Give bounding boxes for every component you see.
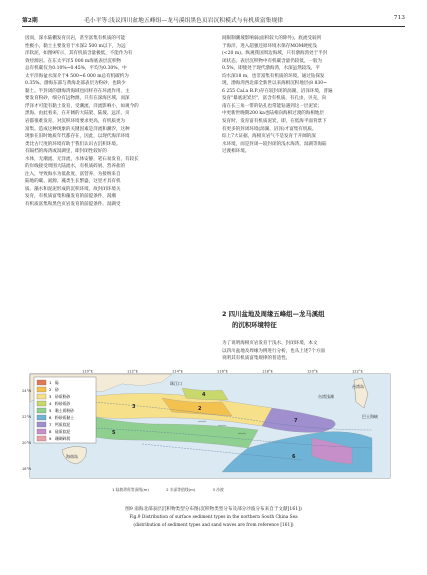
body-text-line: 黑海，由此看来，在开阔的大陆架、陆坡、远洋，页	[25, 111, 130, 117]
body-text-line: 有隔档的海湾或潟湖里，即封闭性较好的	[25, 149, 107, 155]
legend-code: 6	[49, 415, 52, 421]
body-text-line: 浮泽才可能有黏土发育，受潮流、洋流影响小，如观今的	[25, 103, 139, 109]
body-text-line: 0.35%。渤海东部与黄海北部表层为粉砂，也缺少	[25, 81, 126, 87]
legend-label: 砂质粉砂	[55, 394, 71, 400]
bottom-legend-item: 2 水深等值线(m)	[166, 487, 196, 492]
lat-label: 22°N	[22, 415, 32, 419]
lat-label: 24°N	[22, 389, 32, 393]
legend-swatch	[37, 380, 46, 385]
body-text-line: 发育，有机质富集和藻发育的前提条件，渴潮	[25, 194, 116, 200]
legend-swatch	[37, 415, 46, 420]
bottom-legend-item: 3 沙波	[212, 487, 224, 492]
region-label-taiwan-shoal: 台湾浅滩	[318, 394, 334, 399]
body-text-line: 陆地的碳、氮源，藻类生长繁盛，这里才具有机	[25, 179, 121, 185]
section-title-line1: 2 四川盆地及周缘五峰组—龙马溪组	[222, 310, 325, 318]
legend-code: 7	[49, 422, 52, 428]
body-text-line: 太平洋海盆水深介于4 500~6 000 m总有机碳约为	[25, 73, 129, 79]
body-text-line: 效烃源岩。在东太平洋5 000 m海底表层沉积物	[25, 58, 122, 64]
lat-label: 20°N	[22, 441, 32, 445]
lon-label: 116°E	[217, 369, 228, 374]
legend-label: 硅质软泥	[55, 429, 71, 435]
body-text-line: 的岸线接受周围大陆流水，有机质碎屑、营养盐的	[25, 164, 126, 170]
lon-label: 114°E	[172, 369, 183, 374]
legend-swatch	[37, 387, 46, 392]
zone-code: 4	[202, 392, 206, 398]
legend-swatch	[37, 401, 46, 406]
lon-label: 120°E	[307, 369, 318, 374]
legend-code: 2	[49, 387, 52, 393]
right-column	[222, 35, 405, 156]
section-heading	[222, 309, 405, 331]
body-text-line: 注入，导致海水为低盐度、富营养，为接纳来自	[25, 171, 121, 177]
legend-code: 4	[49, 401, 52, 407]
map-legend	[34, 377, 96, 443]
sediment-map	[22, 368, 405, 498]
legend-code: 3	[49, 394, 52, 400]
body-text-line: 现，渤海湾西北部全新世以来海相沉积地层(8 830~	[222, 81, 327, 87]
zone-code: 7	[294, 418, 298, 424]
body-text-line: 0.5%，即使处于现代渤海湾，水深虽然较浅，平	[222, 66, 320, 72]
section-body	[222, 340, 405, 363]
running-title: 毛小平等:浅议四川盆地五峰组—龙马溪组黑色页岩沉积模式与有机质富集规律	[84, 18, 284, 24]
body-text-line: 现象在旧时地质年代都存在，因此，以现代海洋环境	[25, 134, 130, 140]
body-text-line: 要发育粉砂，细分有远物源，只有在深海区域，而深	[25, 96, 130, 102]
body-text-line: 间限制潮坡影响弱(面积较大的除外)，底流受弱到	[222, 36, 322, 41]
body-text-line: 有更多的封闭环境(潟湖、沼泽)才富集有机质。	[222, 126, 317, 132]
section-body-line: 为了说明海相页岩发育于浅水、封闭环境，本文	[222, 341, 318, 346]
legend-swatch	[37, 408, 46, 413]
body-text-line: 综上7大证据，海相页岩气不是发育于开阔的深	[222, 134, 316, 140]
section-body-line: 说明其有机质富集规律的普适性。	[222, 356, 291, 362]
body-text-line: (<20 m)。纵观我国周边海域，只有渤海湾处于半封	[222, 51, 328, 57]
legend-label: 砾	[55, 380, 59, 386]
zone-code: 5	[112, 430, 116, 436]
legend-code: 9	[49, 436, 52, 442]
body-text-line: 性极小。黏土主要发育于水深2 500 m以下，为远	[25, 43, 126, 49]
legend-code: 1	[49, 380, 52, 386]
body-text-line: 富集。造成这种现象的关键因素是洋流和潮汐，这种	[25, 126, 130, 132]
region-label-hainan: 海南岛	[66, 454, 78, 459]
body-text-line: 因而，深水陆棚发育页岩，甚至富集有机质的可能	[25, 36, 126, 41]
lon-label: 112°E	[127, 369, 138, 374]
body-text-line: 洋软泥，如图9所示，其有机质含量极低，不能作为有	[25, 51, 133, 57]
body-text-line: 水体，无潮流、无洋流，水体安静，笔石易发育，有较长	[25, 156, 139, 162]
body-text-line: 均水深18 m，也非富集有机质的环境。通过钻探发	[222, 73, 325, 79]
legend-label: 珊瑚碎屑	[55, 436, 71, 442]
legend-label: 粉砂质砂	[55, 401, 71, 407]
body-text-line: 6 255 Cal.a B.P.)存在较封闭的潟湖，沼泽环境，普遍	[222, 88, 333, 94]
legend-swatch	[37, 422, 46, 427]
caption-english-line2: (distribution of sediment types and sand waves are from reference [161])	[133, 522, 294, 528]
lat-label: 18°N	[22, 467, 32, 471]
page-number: 713	[393, 15, 405, 21]
legend-label: 钙质软泥	[55, 422, 71, 428]
legend-code: 5	[49, 408, 52, 414]
body-text-line: 闭状态，表层沉积物中有机碳含量仍较低，一般为	[222, 58, 323, 64]
body-text-line: 发育时，发育富有机质泥炭，即，在低海平面背景下	[222, 119, 327, 125]
body-text-line: 南在长三角一带的钻孔也常能钻遇到这一层泥炭；	[222, 103, 323, 109]
issue-number: 第2期	[22, 18, 38, 24]
legend-swatch	[37, 436, 46, 441]
body-text-line: 中更新世晚期200 ka也陆相向海相过渡的海相地层	[222, 111, 324, 117]
section-body-line: 以四川盆地及周缘为例进行分析，也从上述7个方面	[222, 348, 325, 354]
body-text-line: 于海洋，进入超强还原环境水保存MOM硬度浅	[222, 43, 317, 49]
legend-label: 黏土质粉砂	[55, 408, 74, 414]
left-column	[25, 35, 208, 209]
body-text-line: 发育"暴底泥炭层"，富含有机质，有孔虫，贝壳，向	[222, 96, 327, 102]
legend-label: 粉砂质黏土	[55, 415, 74, 421]
legend-label: 砂	[55, 387, 59, 393]
body-text-line: 岩都很难发育，对沉积环境要求更高，有机质更为	[25, 119, 126, 125]
header-rule	[22, 26, 405, 27]
body-text-line: 总有机碳仅为0.10%~0.45%，平均为0.30%，中	[25, 66, 127, 72]
body-text-line: 有机质富集和黑色页岩发育的前提条件。潟湖受	[25, 202, 121, 208]
running-header	[22, 15, 405, 25]
legend-swatch	[37, 429, 46, 434]
body-text-line: 质、藻水和泥泥形成的沉积环境，故封闭环境关	[25, 186, 121, 192]
caption-chinese: 图9 南海北部表层沉积物类型分布图(沉积物类型分布及部分沙波分布来自于文献[161])	[125, 507, 302, 512]
body-text-line: 水环境，而是封闭—较封闭的浅水海湾、潟湖等海陆	[222, 141, 327, 147]
bottom-legend-item: 1 陆坡珍贵等深线(m)	[112, 487, 149, 492]
zone-code: 3	[132, 404, 136, 410]
body-text-line: 黏土。半封闭的渤海湾海域也同样存在环流作用，主	[25, 88, 130, 94]
sediment-map-figure	[22, 368, 405, 498]
legend-swatch	[37, 394, 46, 399]
region-label-pearl-river-mouth: 珠江口	[170, 381, 182, 386]
zone-code: 6	[292, 454, 296, 460]
legend-code: 8	[49, 429, 52, 435]
lon-label: 122°E	[352, 369, 363, 374]
region-label-taiwan: 台湾岛	[352, 384, 364, 389]
figure-caption	[22, 506, 405, 529]
lon-label: 118°E	[262, 369, 273, 374]
lon-label: 110°E	[82, 369, 93, 374]
body-text-line: 过渡相环境。	[222, 149, 250, 155]
caption-english-line1: Fig.9 Distribution of surface sediment types in the northern South China Sea	[129, 515, 298, 520]
section-title-line2: 的沉积环境特征	[232, 321, 277, 329]
region-label-bashi-strait: 巴士海峡	[362, 414, 378, 419]
body-text-line: 类比古尺度的环境有助于我们认识古沉积环境。	[25, 141, 121, 147]
zone-code: 2	[198, 406, 202, 412]
bottom-legend	[112, 487, 372, 493]
